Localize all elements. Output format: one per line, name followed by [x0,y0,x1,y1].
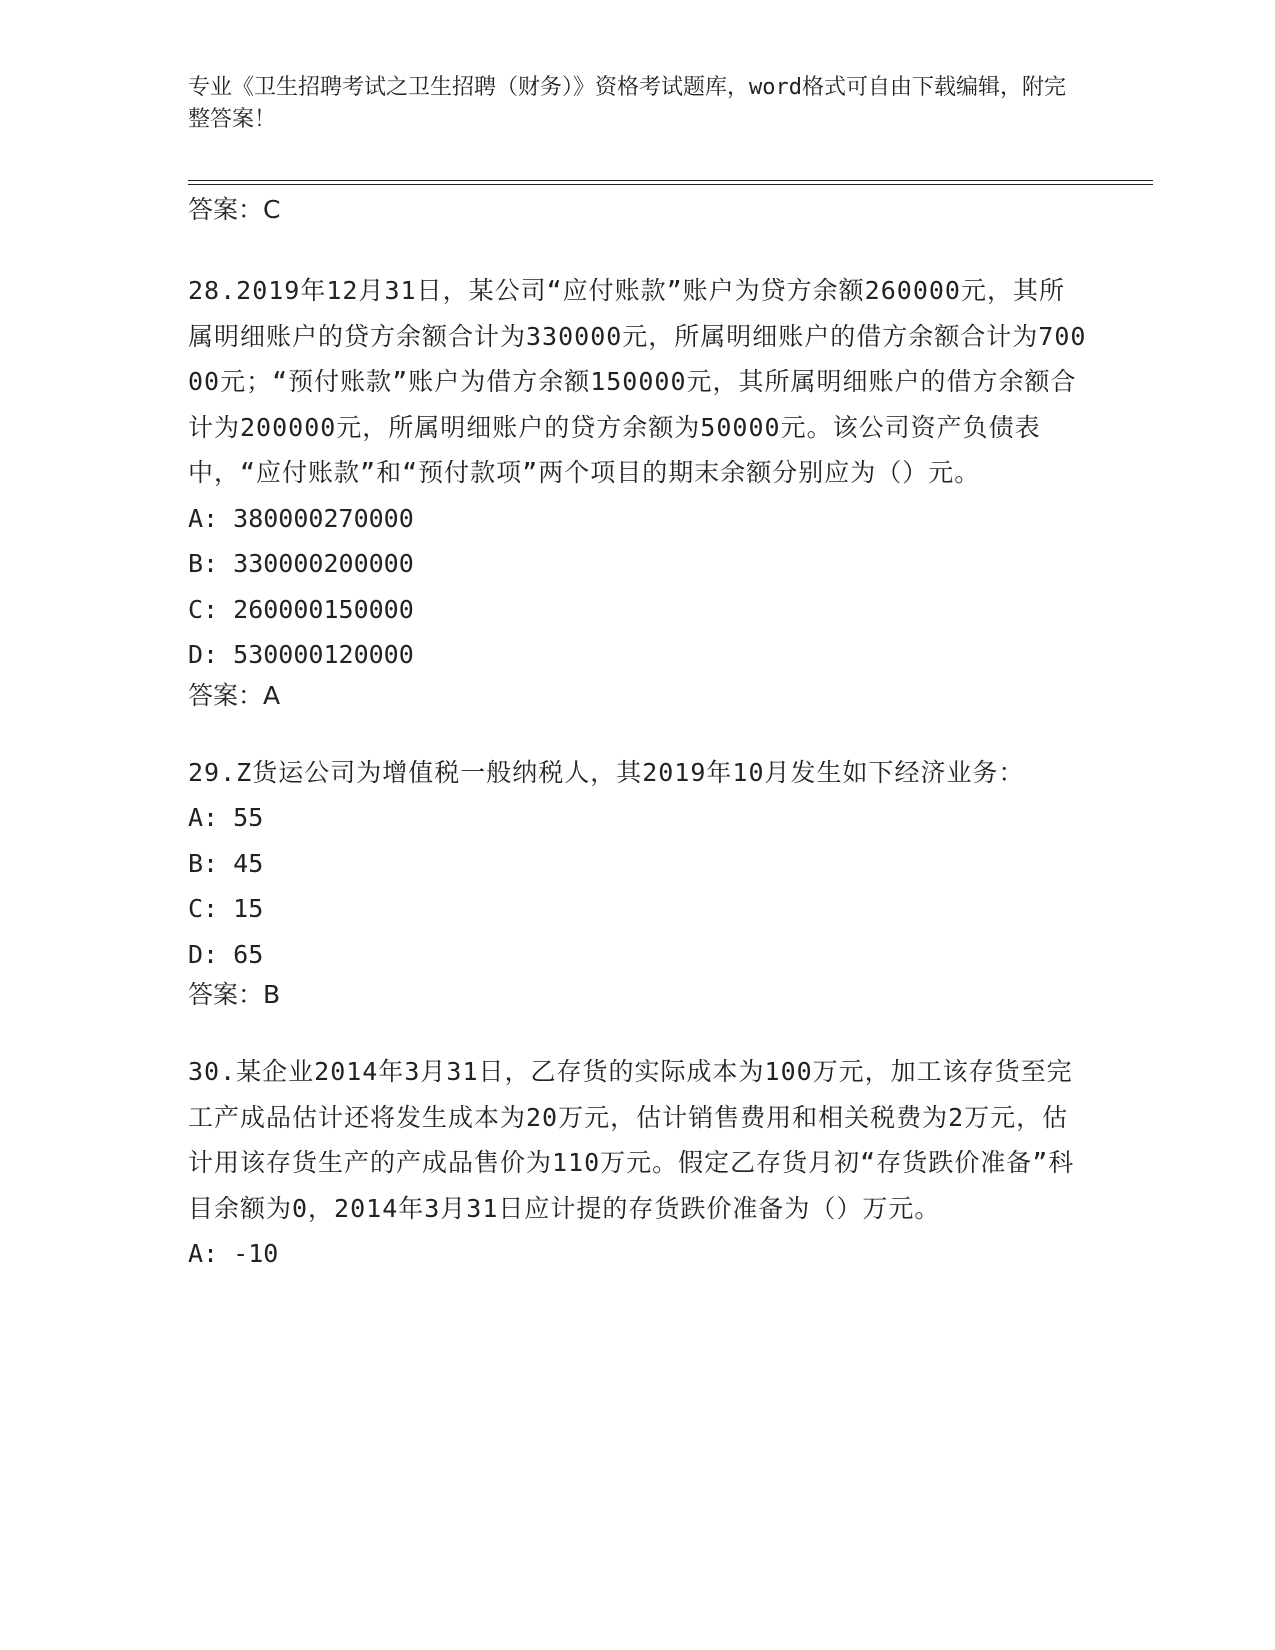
question-block [188,1049,1088,1277]
option-b: B: 45 [188,848,264,878]
header-rule-top [188,180,1153,181]
question-list [188,192,1088,1277]
option-a: A: 55 [188,803,264,832]
option-c: C: 260000150000 [188,594,414,624]
header-rule-bottom [188,184,1153,185]
option-a: A: 380000270000 [188,503,414,533]
question-text: 28.2019年12月31日，某公司“应付账款”账户为贷方余额260000元，其所属明细账户的贷方余额合计为330000元，所属明细账户的借方余额合计为70000元；“预付账款”账户为借方余额150000元，其所属明细账户的借方余额合计为200000元，所属明细账户的贷方余额为50000元。该公司资产负债表中，“应付账款”和“预付款项”两个项目的期末余额分别应为（）元。 [188,276,1087,487]
page-header: 专业《卫生招聘考试之卫生招聘（财务）》资格考试题库，word格式可自由下载编辑，附完整答案！ [188,75,1066,132]
question-block [188,268,1088,714]
option-c: C: 15 [188,894,264,923]
answer-line: 答案：B [188,980,281,1009]
option-d: D: 65 [188,939,264,969]
answer-line: 答案：A [188,680,281,710]
question-text: 30.某企业2014年3月31日，乙存货的实际成本为100万元，加工该存货至完工产成品估计还将发生成本为20万元，估计销售费用和相关税费为2万元，估计用该存货生产的产成品售价为110万元。假定乙存货月初“存货跌价准备”科目余额为0，2014年3月31日应计提的存货跌价准备为（）万元。 [188,1057,1075,1223]
question-text: 29.Z货运公司为增值税一般纳税人，其2019年10月发生如下经济业务： [188,757,1025,787]
answer-line: 答案：C [188,195,281,224]
question-block [188,750,1088,1014]
option-d: D: 530000120000 [188,640,414,669]
option-a: A: -10 [188,1239,279,1268]
option-b: B: 330000200000 [188,549,414,578]
